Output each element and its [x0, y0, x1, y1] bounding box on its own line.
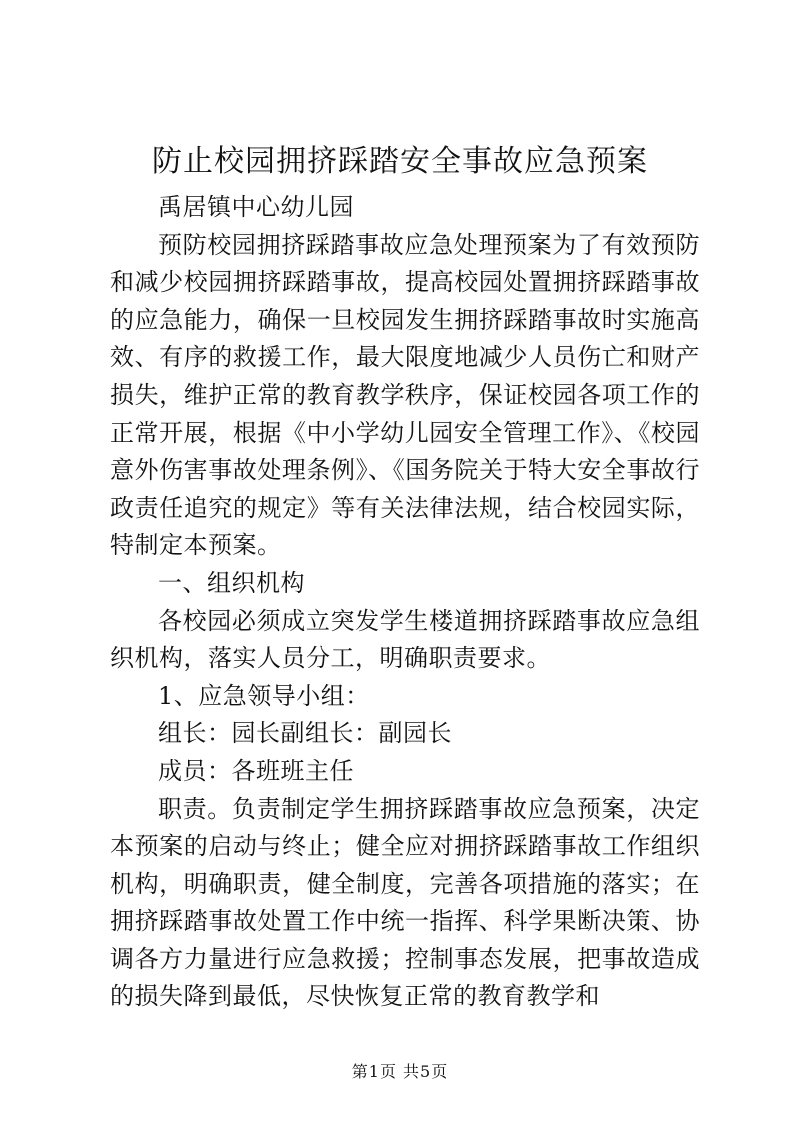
intro-paragraph: 预防校园拥挤踩踏事故应急处理预案为了有效预防和减少校园拥挤踩踏事故，提高校园处置拥挤踩踏事故的应急能力，确保一旦校园发生拥挤踩踏事故时实施高效、有序的救援工作，最大限度地减少人员伤亡和财产损失，维护正常的教育教学秩序，保证校园各项工作的正常开展，根据《中小学幼儿园安全管理工作》、《校园意外伤害事故处理条例》、《国务院关于特大安全事故行政责任追究的规定》等有关法律法规，结合校园实际，特制定本预案。	[110, 230, 700, 560]
organization-paragraph: 各校园必须成立突发学生楼道拥挤踩踏事故应急组织机构，落实人员分工，明确职责要求。	[110, 606, 700, 673]
duties-paragraph: 职责。负责制定学生拥挤踩踏事故应急预案，决定本预案的启动与终止；健全应对拥挤踩踏事故工作组织机构，明确职责，健全制度，完善各项措施的落实；在拥挤踩踏事故处置工作中统一指挥、科学果断决策、协调各方力量进行应急救援；控制事态发展，把事故造成的损失降到最低，尽快恢复正常的教育教学和	[110, 794, 700, 1011]
organization-name: 禹居镇中心幼儿园	[158, 193, 354, 221]
page-footer: 第1页 共5页	[351, 1062, 449, 1081]
section-heading-organization: 一、组织机构	[158, 568, 305, 597]
document-body	[110, 189, 700, 1016]
document-title: 防止校园拥挤踩踏安全事故应急预案	[152, 144, 648, 179]
leader-line: 组长：园长副组长：副园长	[158, 719, 452, 748]
members-line: 成员：各班班主任	[158, 756, 354, 785]
subsection-heading-leadership: 1、应急领导小组：	[158, 681, 370, 710]
